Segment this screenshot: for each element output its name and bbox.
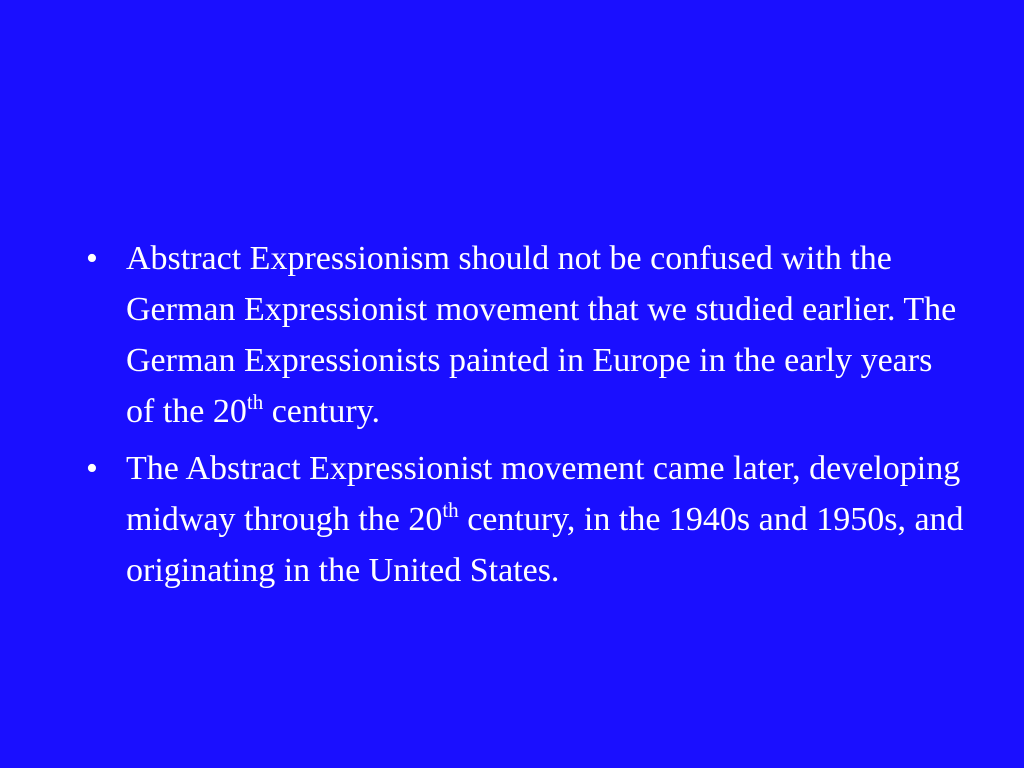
bullet-item-german-expressionism (84, 233, 964, 437)
bullet-text-main: The Abstract Expressionist movement came later, developing midway through the 20 (126, 450, 961, 538)
ordinal-superscript: th (442, 498, 459, 522)
bullet-text-end: century. (263, 393, 380, 430)
ordinal-superscript: th (246, 390, 264, 414)
bullet-marker: • (86, 240, 98, 277)
bullet-text-end: century, in the 1940s and 1950s, and originating in the United States. (126, 501, 964, 589)
bullet-text (126, 443, 964, 596)
bullet-marker: • (86, 450, 98, 487)
bullet-text (126, 233, 964, 437)
bullet-list (84, 233, 964, 602)
bullet-item-abstract-expressionism (84, 443, 964, 596)
bullet-text-main: Abstract Expressionism should not be confused with the German Expressionist movement that we studied earlier. The German Expressionists painted in Europe in the early years of the 20 (126, 240, 957, 430)
